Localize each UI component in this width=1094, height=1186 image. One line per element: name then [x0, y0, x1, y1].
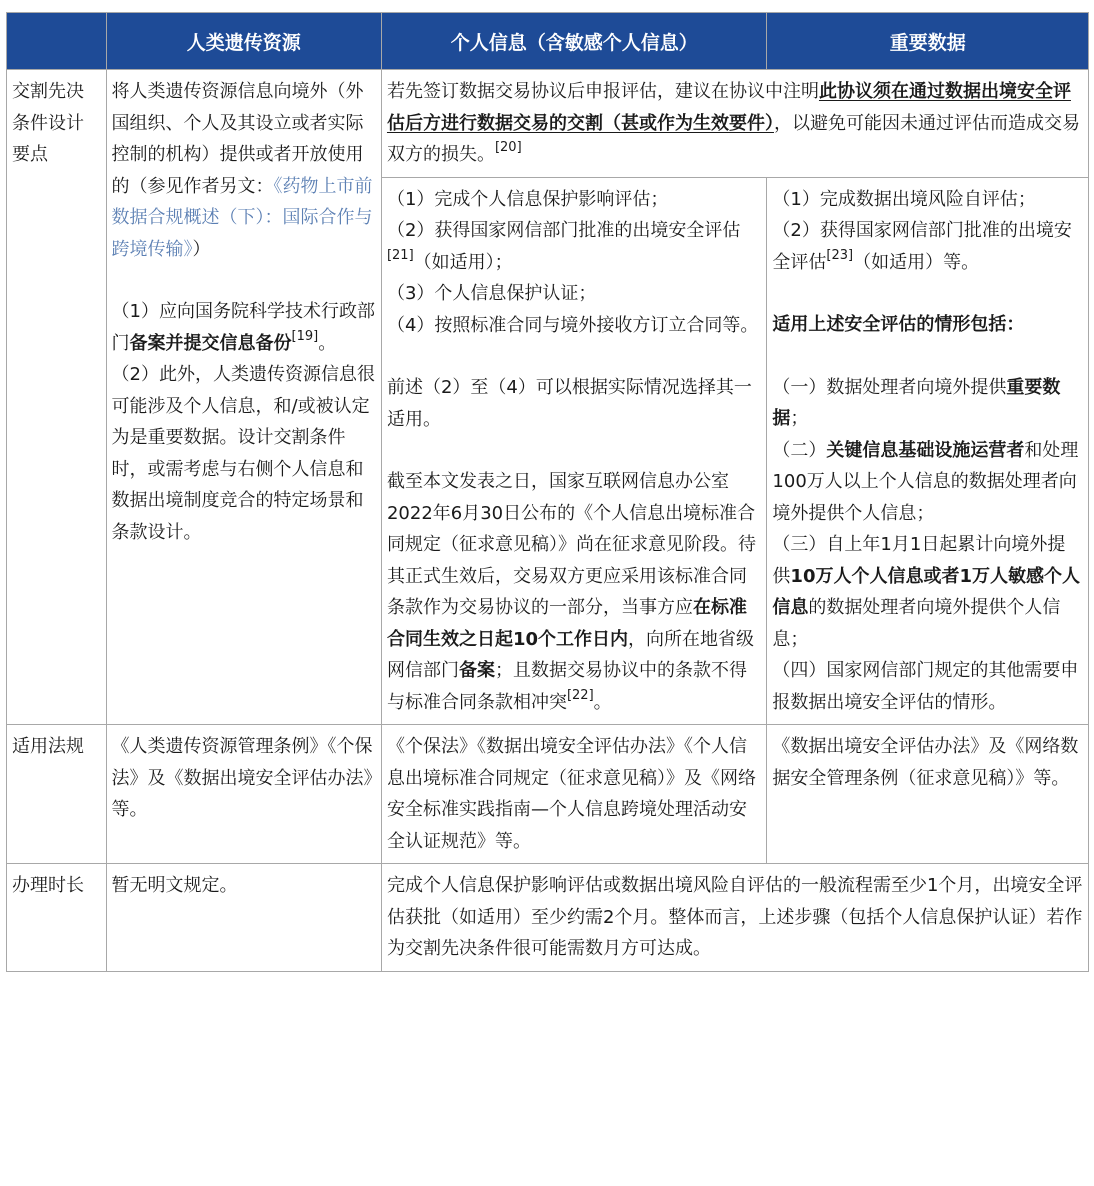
comparison-table [6, 12, 1089, 972]
header-row [7, 13, 1089, 70]
imp-scenario-4: （四）国家网信部门规定的其他需要申报数据出境安全评估的情形。 [772, 660, 1079, 713]
cell-shared-processing-time: 完成个人信息保护影响评估或数据出境风险自评估的一般流程需至少1个月，出境安全评估获批（如适用）至少约需2个月。整体而言，上述步骤（包括个人信息保护认证）若作为交割先决条件很可能需数月方可达成。 [381, 864, 1088, 972]
row-label-applicable-laws: 适用法规 [7, 725, 107, 864]
cell-shared-agreement-note: 若先签订数据交易协议后申报评估，建议在协议中注明此协议须在通过数据出境安全评估后方进行数据交易的交割（甚或作为生效要件），以避免可能因未通过评估而造成交易双方的损失。[20] [381, 70, 1088, 178]
footnote-ref-20[interactable]: [20] [494, 140, 522, 155]
footnote-ref-21[interactable]: [21] [386, 247, 414, 263]
pi-item-4: （4）按照标准合同与境外接收方订立合同等。 [386, 314, 759, 336]
row-closing-conditions [7, 70, 1089, 178]
header-human-genetic-resources: 人类遗传资源 [106, 13, 381, 70]
cell-hgr-closing-conditions [106, 70, 381, 725]
row-label-closing-conditions: 交割先决条件设计要点 [7, 70, 107, 725]
pi-selection-note: 前述（2）至（4）可以根据实际情况选择其一适用。 [386, 377, 752, 430]
cell-important-data-closing-conditions [767, 177, 1089, 725]
pi-item-1: （1）完成个人信息保护影响评估； [386, 188, 669, 210]
imp-scenario-3: （三）自上年1月1日起累计向境外提供10万人个人信息或者1万人敏感个人信息的数据处理者向境外提供个人信息； [772, 534, 1080, 650]
hgr-intro: 将人类遗传资源信息向境外（外国组织、个人及其设立或者实际控制的机构）提供或者开放使用的（参见作者另文：《药物上市前数据合规概述（下）：国际合作与跨境传输》） [111, 81, 373, 260]
footnote-ref-23[interactable]: [23] [826, 247, 854, 263]
cell-pi-applicable-laws: 《个保法》《数据出境安全评估办法》《个人信息出境标准合同规定（征求意见稿）》及《网络安全标准实践指南—个人信息跨境处理活动安全认证规范》等。 [381, 725, 766, 864]
cell-hgr-applicable-laws: 《人类遗传资源管理条例》《个保法》及《数据出境安全评估办法》等。 [106, 725, 381, 864]
imp-scenario-2: （二）关键信息基础设施运营者和处理100万人以上个人信息的数据处理者向境外提供个人信息； [772, 439, 1079, 524]
footnote-ref-22[interactable]: [22] [566, 687, 594, 703]
footnote-ref-19[interactable]: [19] [291, 328, 319, 344]
row-processing-time [7, 864, 1089, 972]
hgr-point-2: （2）此外，人类遗传资源信息很可能涉及个人信息，和/或被认定为是重要数据。设计交割条件时，或需考虑与右侧个人信息和数据出境制度竞合的特定场景和条款设计。 [111, 364, 375, 543]
header-empty-cell [7, 13, 107, 70]
imp-scenarios-heading: 适用上述安全评估的情形包括： [772, 314, 1025, 335]
imp-item-1: （1）完成数据出境风险自评估； [772, 188, 1036, 210]
article-link[interactable]: 《药物上市前数据合规概述（下）：国际合作与跨境传输》 [111, 175, 373, 260]
row-applicable-laws [7, 725, 1089, 864]
pi-standard-contract-note: 截至本文发表之日，国家互联网信息办公室2022年6月30日公布的《个人信息出境标准合同规定（征求意见稿）》尚在征求意见阶段。待其正式生效后，交易双方更应采用该标准合同条款作为交易协议的一部分，当事方应在标准合同生效之日起10个工作日内，向所在地省级网信部门备案；且数据交易协议中的条款不得与标准合同条款相冲突[22]。 [386, 471, 756, 713]
cell-pi-closing-conditions [381, 177, 766, 725]
imp-item-2: （2）获得国家网信部门批准的出境安全评估[23]（如适用）等。 [772, 220, 1072, 273]
pi-item-2: （2）获得国家网信部门批准的出境安全评估[21]（如适用）； [386, 220, 741, 273]
pi-item-3: （3）个人信息保护认证； [386, 283, 597, 304]
imp-scenario-1: （一）数据处理者向境外提供重要数据； [772, 376, 1061, 429]
cell-hgr-processing-time: 暂无明文规定。 [106, 864, 381, 972]
cell-important-data-applicable-laws: 《数据出境安全评估办法》及《网络数据安全管理条例（征求意见稿）》等。 [767, 725, 1089, 864]
row-label-processing-time: 办理时长 [7, 864, 107, 972]
header-personal-information: 个人信息（含敏感个人信息） [381, 13, 766, 70]
hgr-point-1: （1）应向国务院科学技术行政部门备案并提交信息备份[19]。 [111, 301, 375, 354]
header-important-data: 重要数据 [767, 13, 1089, 70]
